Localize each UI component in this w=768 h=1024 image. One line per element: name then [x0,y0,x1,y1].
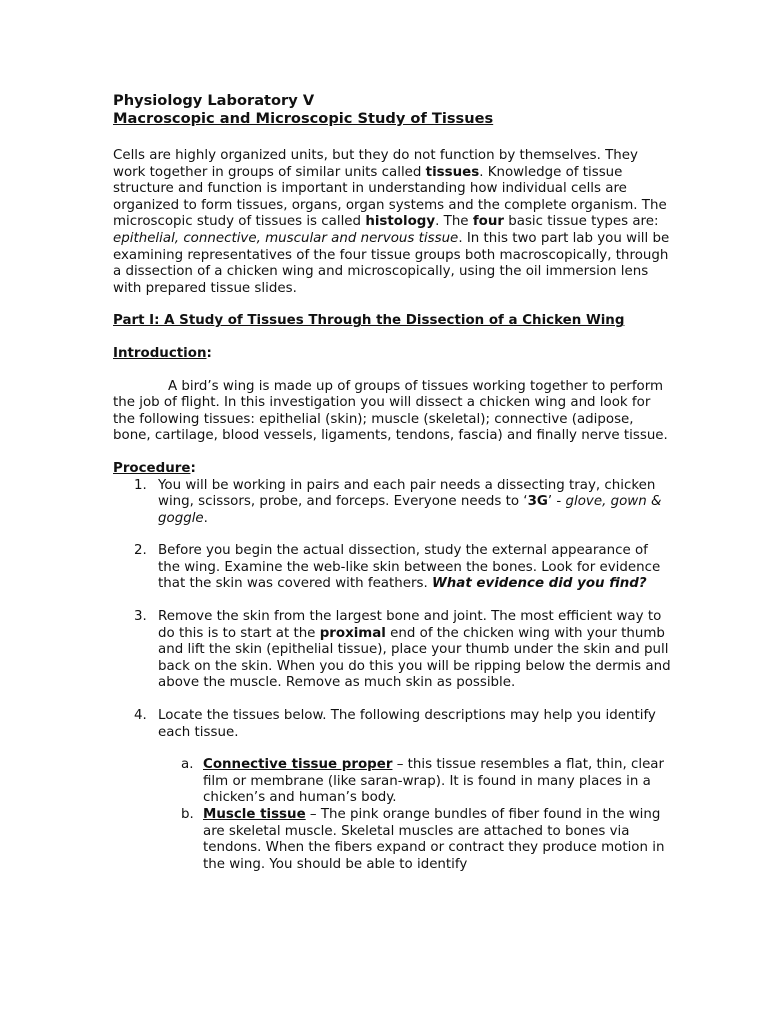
document-page [113,92,673,889]
step-number: 1. [134,477,147,493]
step-number: 2. [134,543,147,559]
step-text: Locate the tissues below. The following descriptions may help you identify each tissue. [158,708,656,740]
tissue-term: Connective tissue proper [203,757,393,773]
tissue-description: – this tissue resembles a flat, thin, clear film or membrane (like saran-wrap). It is found in many places in a chicken’s and human’s body. [203,757,665,806]
introduction-heading [113,346,673,363]
part1-heading [113,313,673,330]
document-subtitle: Macroscopic and Microscopic Study of Tissues [113,110,494,127]
step-emphasis: glove, gown & goggle [158,494,662,526]
procedure-step [113,609,673,692]
procedure-heading [113,461,673,478]
tissue-term: Muscle tissue [203,807,306,822]
procedure-step [113,478,673,528]
tissue-item [158,807,673,873]
tissue-types-list: epithelial, connective, muscular and nervous tissue [113,230,459,246]
term-histology: histology [365,214,436,230]
step-text: . [203,510,208,526]
intro-text: basic tissue types are: [503,214,659,230]
step-text: end of the chicken wing with your thumb and lift the skin (epithelial tissue), place your thumb under the skin and pull back on the skin. When you do this you will be ripping below the dermis and above the muscle. Remove as much skin as possible. [158,625,671,691]
step-text: Before you begin the actual dissection, study the external appearance of the wing. Examine the web-like skin between the bones. Look for evidence that the skin was covered with feathers. [158,543,661,592]
document-title: Physiology Laboratory V [113,92,315,109]
intro-text: . Knowledge of tissue structure and function is important in understanding how individual cells are organized to form tissues, organs, organ systems and the complete organism. The microscopic study of tissues is called [113,164,667,230]
introduction-heading-text: Introduction [113,345,207,361]
procedure-step [113,708,673,873]
procedure-step [113,543,673,593]
intro-text: Cells are highly organized units, but they do not function by themselves. They work together in groups of similar units called [113,148,638,180]
sub-letter: a. [181,757,194,773]
tissue-description: – The pink orange bundles of fiber found in the wing are skeletal muscle. Skeletal muscles are attached to bones via tendons. When the fibers expand or contract they produce motion in the wing. You should be able to identify [203,807,665,872]
term-tissues: tissues [425,164,480,180]
term-four: four [472,214,504,230]
step-text: You will be working in pairs and each pair needs a dissecting tray, chicken wing, scissors, probe, and forceps. Everyone needs to ‘ [158,477,656,510]
tissue-sublist [158,757,673,873]
procedure-heading-colon: : [190,460,196,476]
step-question: What evidence did you find? [432,576,647,592]
procedure-heading-text: Procedure [113,460,191,476]
procedure-steps [113,478,673,874]
introduction-heading-colon: : [206,345,212,361]
introduction-paragraph: A bird’s wing is made up of groups of tissues working together to perform the job of flight. In this investigation you will dissect a chicken wing and look for the following tissues: epithelial (skin); muscle (skeletal); connective (adipose, bone, cartilage, blood vessels, ligaments, tendons, fascia) and finally nerve tissue. [113,378,668,444]
step-text: ’ - [547,494,566,510]
step-text: Remove the skin from the largest bone and joint. The most efficient way to do this is to start at the [158,609,662,641]
sub-letter: b. [181,807,194,822]
term-proximal: proximal [319,625,386,641]
intro-text: . In this two part lab you will be examining representatives of the four tissue groups both macroscopically, through a dissection of a chicken wing and microscopically, using the oil immersion lens with prepared tissue slides. [113,230,670,296]
part1-heading-text: Part I: A Study of Tissues Through the Dissection of a Chicken Wing [113,313,625,329]
term-3g: 3G [527,494,548,510]
intro-text: . The [435,214,473,230]
tissue-item [158,757,673,807]
step-number: 4. [134,708,147,724]
intro-paragraph [113,148,673,297]
step-number: 3. [134,609,147,625]
